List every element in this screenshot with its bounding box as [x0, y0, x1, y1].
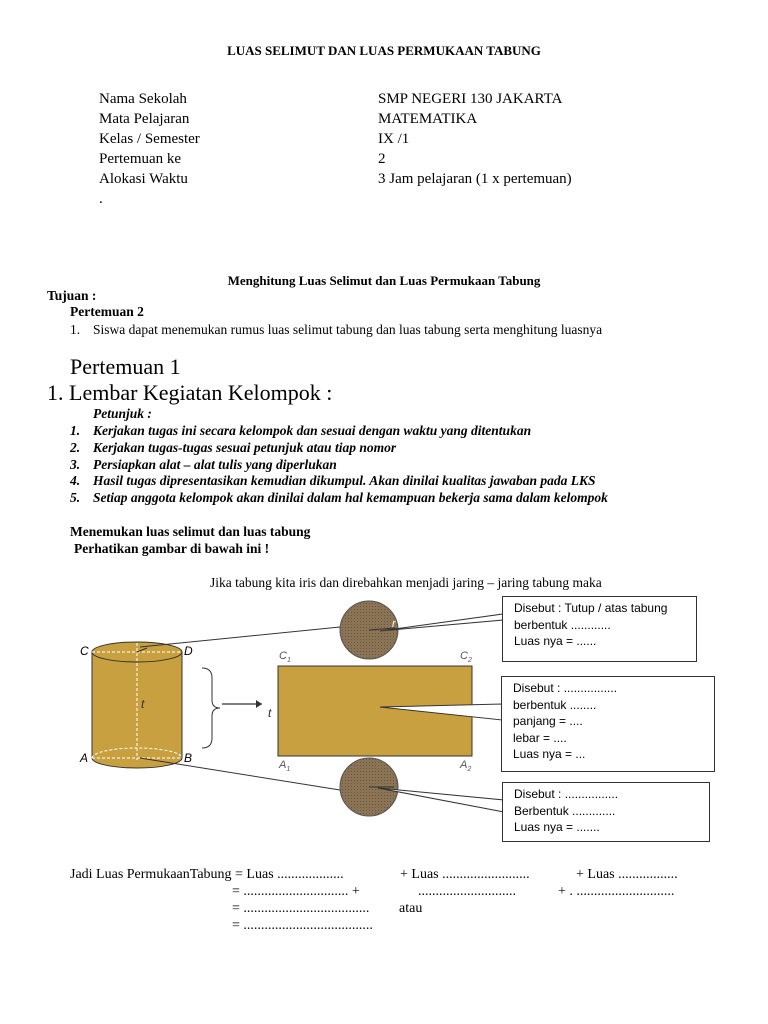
callout-line: lebar = .... [513, 730, 567, 745]
brace [202, 668, 220, 748]
info-value-time: 3 Jam pelajaran (1 x pertemuan) [378, 171, 572, 187]
callout-line: Disebut : ................ [514, 787, 619, 801]
instruction-number: 4. [70, 473, 81, 488]
label-t-cylinder: t [141, 697, 145, 711]
equation-line1-b: + Luas ......................... [400, 867, 530, 882]
info-label-school: Nama Sekolah [99, 91, 187, 107]
label-r: r [392, 618, 396, 630]
info-value-meeting: 2 [378, 151, 386, 167]
info-label-time: Alokasi Waktu [99, 171, 188, 187]
label-t-rect: t [268, 706, 272, 720]
figure-caption: Jika tabung kita iris dan direbahkan menjadi jaring – jaring tabung maka [210, 575, 602, 590]
pertemuan2-label: Pertemuan 2 [70, 304, 144, 319]
callout-line: Luas nya = ... [513, 747, 586, 761]
instruction-item: Persiapkan alat – alat tulis yang diperlukan [93, 457, 337, 472]
info-label-class: Kelas / Semester [99, 131, 200, 147]
subtitle: Menghitung Luas Selimut dan Luas Permukaan Tabung [227, 273, 541, 288]
instruction-number: 5. [70, 490, 81, 505]
label-d: D [184, 644, 193, 658]
lkk-heading: 1. Lembar Kegiatan Kelompok : [47, 380, 333, 405]
equation-line3-b: atau [399, 901, 423, 916]
instruction-item: Setiap anggota kelompok akan dinilai dalam hal kemampuan bekerja sama dalam kelompok [93, 490, 608, 505]
instruction-item: Hasil tugas dipresentasikan kemudian dikumpul. Akan dinilai kualitas jawaban pada LKS [93, 473, 596, 488]
label-a2: $A_2$ [460, 759, 472, 774]
label-b: B [184, 751, 193, 765]
section-heading: Menemukan luas selimut dan luas tabung [70, 524, 311, 539]
callout-line: Disebut : Tutup / atas tabung [514, 601, 668, 615]
tujuan-item: Siswa dapat menemukan rumus luas selimut tabung dan luas tabung serta menghitung luasnya [93, 322, 603, 337]
arrow-head-icon [256, 700, 262, 708]
callout-pointer-top [380, 614, 503, 631]
callout-box-top [502, 596, 697, 662]
equation-line3-a: = .................................... [232, 901, 370, 916]
tujuan-label: Tujuan : [47, 288, 97, 303]
callout-line: berbentuk ........ [513, 697, 597, 712]
callout-line: Luas nya = ....... [514, 820, 600, 834]
callout-line: Berbentuk ............. [514, 803, 616, 818]
connector-bottom [140, 758, 340, 790]
callout-line: Disebut : ................ [513, 681, 618, 695]
equation-line1-c: + Luas ................. [576, 867, 678, 882]
instruction-number: 2. [70, 440, 81, 455]
info-dot: . [99, 191, 103, 207]
callout-box-bottom [502, 782, 710, 842]
callout-box-middle [501, 676, 715, 772]
equation-line1-a: Jadi Luas PermukaanTabung = Luas ................... [70, 867, 344, 882]
info-value-school: SMP NEGERI 130 JAKARTA [378, 91, 563, 107]
equation-line2-b: ............................ [418, 884, 516, 899]
callout-line: berbentuk ............ [514, 617, 611, 632]
page-title: LUAS SELIMUT DAN LUAS PERMUKAAN TABUNG [227, 43, 541, 58]
equation-line2-c: + . ............................ [558, 884, 675, 899]
info-label-meeting: Pertemuan ke [99, 151, 182, 167]
instruction-item: Kerjakan tugas-tugas sesuai petunjuk atau tiap nomor [93, 440, 397, 455]
connector-top [140, 627, 340, 647]
info-label-subject: Mata Pelajaran [99, 111, 190, 127]
equation-line2-a: = .............................. + [232, 884, 360, 899]
equation-line4: = ..................................... [232, 918, 373, 933]
pertemuan1-heading: Pertemuan 1 [70, 354, 181, 379]
label-c2: $C_2$ [460, 650, 472, 665]
callout-pointer-bottom [378, 788, 504, 812]
label-c1: $C_1$ [279, 650, 291, 665]
instruction-number: 1. [70, 423, 81, 438]
label-a: A [80, 751, 89, 765]
callout-line: panjang = .... [513, 714, 583, 728]
tujuan-item-number: 1. [70, 322, 81, 337]
info-value-subject: MATEMATIKA [378, 111, 478, 127]
instruction-number: 3. [70, 457, 81, 472]
instruction-item: Kerjakan tugas ini secara kelompok dan sesuai dengan waktu yang ditentukan [93, 423, 532, 438]
section-subheading: Perhatikan gambar di bawah ini ! [74, 541, 270, 556]
callout-line: Luas nya = ...... [514, 634, 597, 648]
label-a1: $A_1$ [279, 759, 291, 774]
petunjuk-label: Petunjuk : [93, 406, 152, 421]
info-value-class: IX /1 [378, 131, 410, 147]
cylinder-shape [92, 642, 182, 768]
label-c: C [80, 644, 89, 658]
